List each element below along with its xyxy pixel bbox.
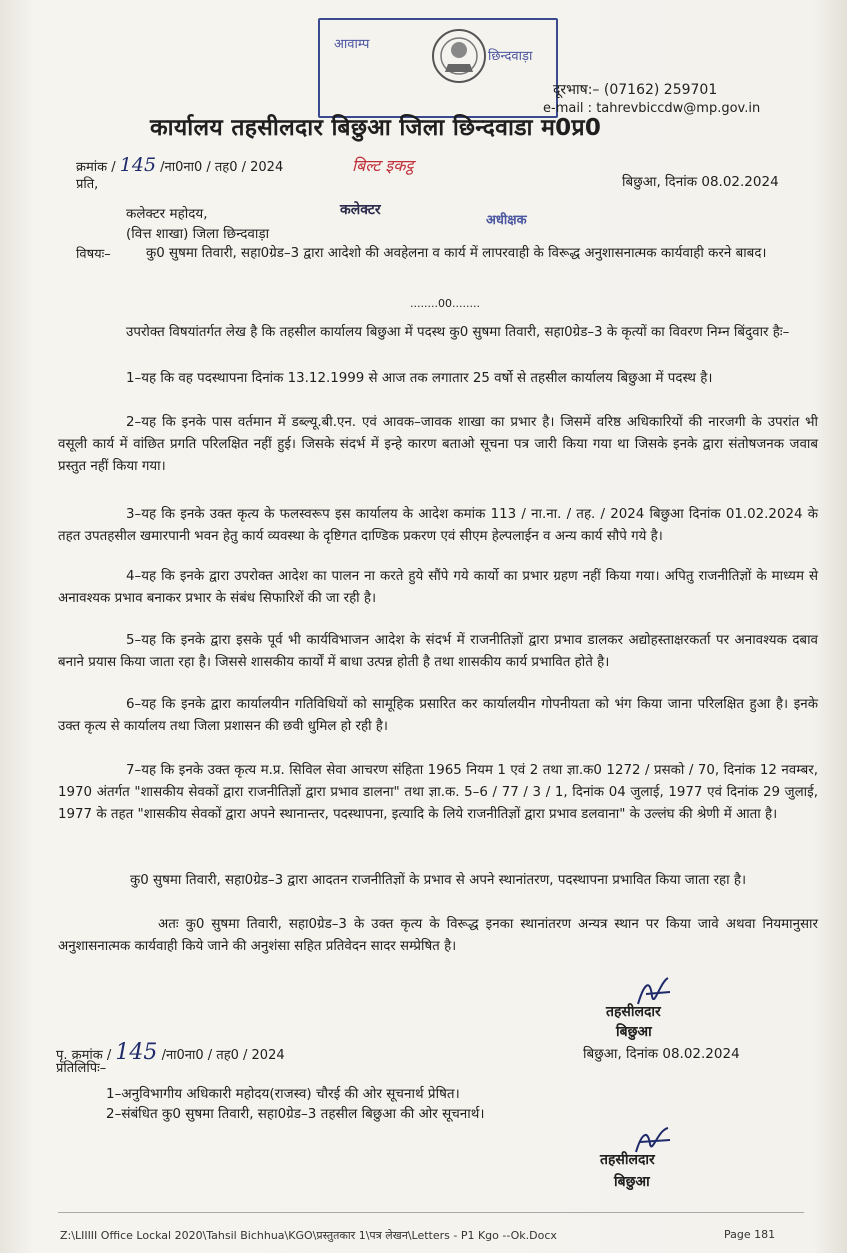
recipient-line1: कलेक्टर महोदय,	[126, 206, 208, 222]
footer-file-path: Z:\LIIIII Office Lockal 2020\Tahsil Bichhua\KGO\प्रस्तुतकार 1\पत्र लेखन\Letters - P1 Kgo --Ok.Docx	[60, 1229, 557, 1242]
stamp-text-right: छिन्दवाड़ा	[488, 49, 533, 64]
collector-stamp: कलेक्टर	[340, 202, 381, 218]
separator: ........00........	[410, 297, 480, 310]
point-1: 1–यह कि वह पदस्थापना दिनांक 13.12.1999 से आज तक लगातार 25 वर्षो से तहसील कार्यालय बिछुआ में पदस्थ है।	[126, 371, 713, 386]
phone-line	[553, 80, 717, 99]
superintendent-stamp: अधीक्षक	[486, 213, 527, 228]
copy-label: प्रतिलिपिः–	[56, 1061, 107, 1076]
point-7: 7–यह कि इनके उक्त कृत्य म.प्र. सिविल सेवा आचरण संहिता 1965 नियम 1 एवं 2 तथा ज्ञा.क0 1272 / प्रसको / 70, दिनांक 12 नवम्बर, 1970 अंतर्गत "शासकीय सेवकों द्वारा राजनीतिज्ञों द्वारा प्रभाव डालना" तथा ज्ञा.क. 5–6 / 77 / 3 / 1, दिनांक 04 जुलाई, 1977 एवं दिनांक 29 जुलाई, 1977 के तहत "शासकीय सेवकों द्वारा अपने स्थानान्तर, पदस्थापना, इत्यादि के लिये राजनीतिज्ञों द्वारा प्रभाव डलवाना" के उल्लंघ की श्रेणी में आता है।	[58, 763, 818, 822]
phone-label: दूरभाष:–	[553, 82, 600, 98]
endorsement-number: 145	[115, 1040, 158, 1065]
phone-number: (07162) 259701	[603, 82, 718, 98]
email-address: tahrevbiccdw@mp.gov.in	[596, 101, 761, 116]
emblem-icon	[430, 26, 488, 88]
stamp-text-left: आवाम्प	[334, 37, 370, 52]
signatory-place-1: बिछुआ	[616, 1024, 652, 1040]
signatory-title-2: तहसीलदार	[600, 1152, 655, 1168]
endorsement-date: बिछुआ, दिनांक 08.02.2024	[583, 1046, 740, 1062]
letter-number: 145	[119, 154, 157, 176]
point-5: 5–यह कि इनके द्वारा इसके पूर्व भी कार्यविभाजन आदेश के संदर्भ में राजनीतिज्ञों द्वारा प्रभाव डालकर अद्योहस्ताक्षरकर्ता पर अनावश्यक दबाव बनाने प्रयास किया जाता रहा है। जिससे शासकीय कार्यों में बाधा उत्पन्न होती है तथा शासकीय कार्य प्रभावित होते है।	[58, 633, 818, 670]
copy-item-1: 1–अनुविभागीय अधिकारी महोदय(राजस्व) चौरई की ओर सूचनार्थ प्रेषित।	[106, 1086, 460, 1102]
letter-number-prefix: क्रमांक /	[76, 160, 116, 175]
point-4: 4–यह कि इनके द्वारा उपरोक्त आदेश का पालन ना करते हुये सौंपे गये कार्यो का प्रभार ग्रहण नहीं किया गया। अपितु राजनीतिज्ञों के माध्यम से अनावश्यक प्रभाव बनाकर प्रभार के संबंध सिफारिशें की जा रही है।	[58, 569, 818, 606]
paragraph-habitual-influence: कु0 सुषमा तिवारी, सहा0ग्रेड–3 द्वारा आदतन राजनीतिज्ञों के प्रभाव से अपने स्थानांतरण, पदस्थापना प्रभावित किया जाता रहा है।	[130, 873, 747, 888]
subject-label: विषयः–	[76, 247, 111, 262]
handwritten-red-note: बिल्ट इकट्ठ	[352, 156, 414, 175]
recipient-line2: (वित्त शाखा) जिला छिन्दवाड़ा	[126, 226, 270, 242]
signatory-place-2: बिछुआ	[614, 1174, 650, 1190]
letter-number-suffix: /ना0ना0 / तह0 / 2024	[160, 160, 284, 175]
copy-item-2: 2–संबंधित कु0 सुषमा तिवारी, सहा0ग्रेड–3 तहसील बिछुआ की ओर सूचनार्थ।	[106, 1106, 485, 1122]
letter-date: बिछुआ, दिनांक 08.02.2024	[622, 174, 779, 190]
signatory-title-1: तहसीलदार	[606, 1004, 661, 1020]
intro-paragraph: उपरोक्त विषयांतर्गत लेख है कि तहसील कार्यालय बिछुआ में पदस्थ कु0 सुषमा तिवारी, सहा0ग्रेड–3 के कृत्यों का विवरण निम्न बिंदुवार हैः–	[126, 325, 790, 340]
to-label: प्रति,	[76, 177, 99, 192]
point-3: 3–यह कि इनके उक्त कृत्य के फलस्वरूप इस कार्यालय के आदेश कमांक 113 / ना.ना. / तह. / 2024 बिछुआ दिनांक 01.02.2024 के तहत उपतहसील खमारपानी भवन हेतु कार्य व्यवस्था के दृष्टिगत दाण्डिक प्रकरण एवं सीएम हेल्पलाईन व अन्य कार्य सौपे गये है।	[58, 507, 818, 544]
point-6: 6–यह कि इनके द्वारा कार्यालयीन गतिविधियों को सामूहिक प्रसारित कर कार्यालयीन गोपनीयता को भंग किया जाना परिलक्षित हुआ है। इनके उक्त कृत्य से कार्यालय तथा जिला प्रशासन की छवी धुमिल हो रही है।	[58, 697, 818, 734]
endorsement-number-prefix: पृ. क्रमांक /	[56, 1048, 112, 1063]
email-label: e-mail :	[543, 101, 593, 116]
letter-number-line	[76, 154, 283, 176]
office-title: कार्यालय तहसीलदार बिछुआ जिला छिन्दवाडा म0प्र0	[150, 115, 602, 141]
footer-divider	[58, 1212, 804, 1213]
paragraph-recommendation: अतः कु0 सुषमा तिवारी, सहा0ग्रेड–3 के उक्त कृत्य के विरूद्ध इनका स्थानांतरण अन्यत्र स्थान पर किया जावे अथवा नियमानुसार अनुशासनात्मक कार्यवाही किये जाने की अनुशंसा सहित प्रतिवेदन सादर सम्प्रेषित है।	[58, 917, 818, 954]
point-2: 2–यह कि इनके पास वर्तमान में डब्ल्यू.बी.एन. एवं आवक–जावक शाखा का प्रभार है। जिसमें वरिष्ठ अधिकारियों की नारजगी के उपरांत भी वसूली कार्य में वांछित प्रगति परिलक्षित नहीं हुई। जिसके संदर्भ में इन्हे कारण बताओ सूचना पत्र जारी किया गया था जिसके इनके द्वारा संतोषजनक जवाब प्रस्तुत नहीं किया गया।	[58, 415, 818, 474]
subject-text: कु0 सुषमा तिवारी, सहा0ग्रेड–3 द्वारा आदेशो की अवहेलना व कार्य में लापरवाही के विरूद्ध अनुशासनात्मक कार्यवाही करने बाबद।	[146, 246, 767, 261]
endorsement-number-suffix: /ना0ना0 / तह0 / 2024	[161, 1048, 285, 1063]
footer-page-number: Page 181	[724, 1228, 776, 1241]
